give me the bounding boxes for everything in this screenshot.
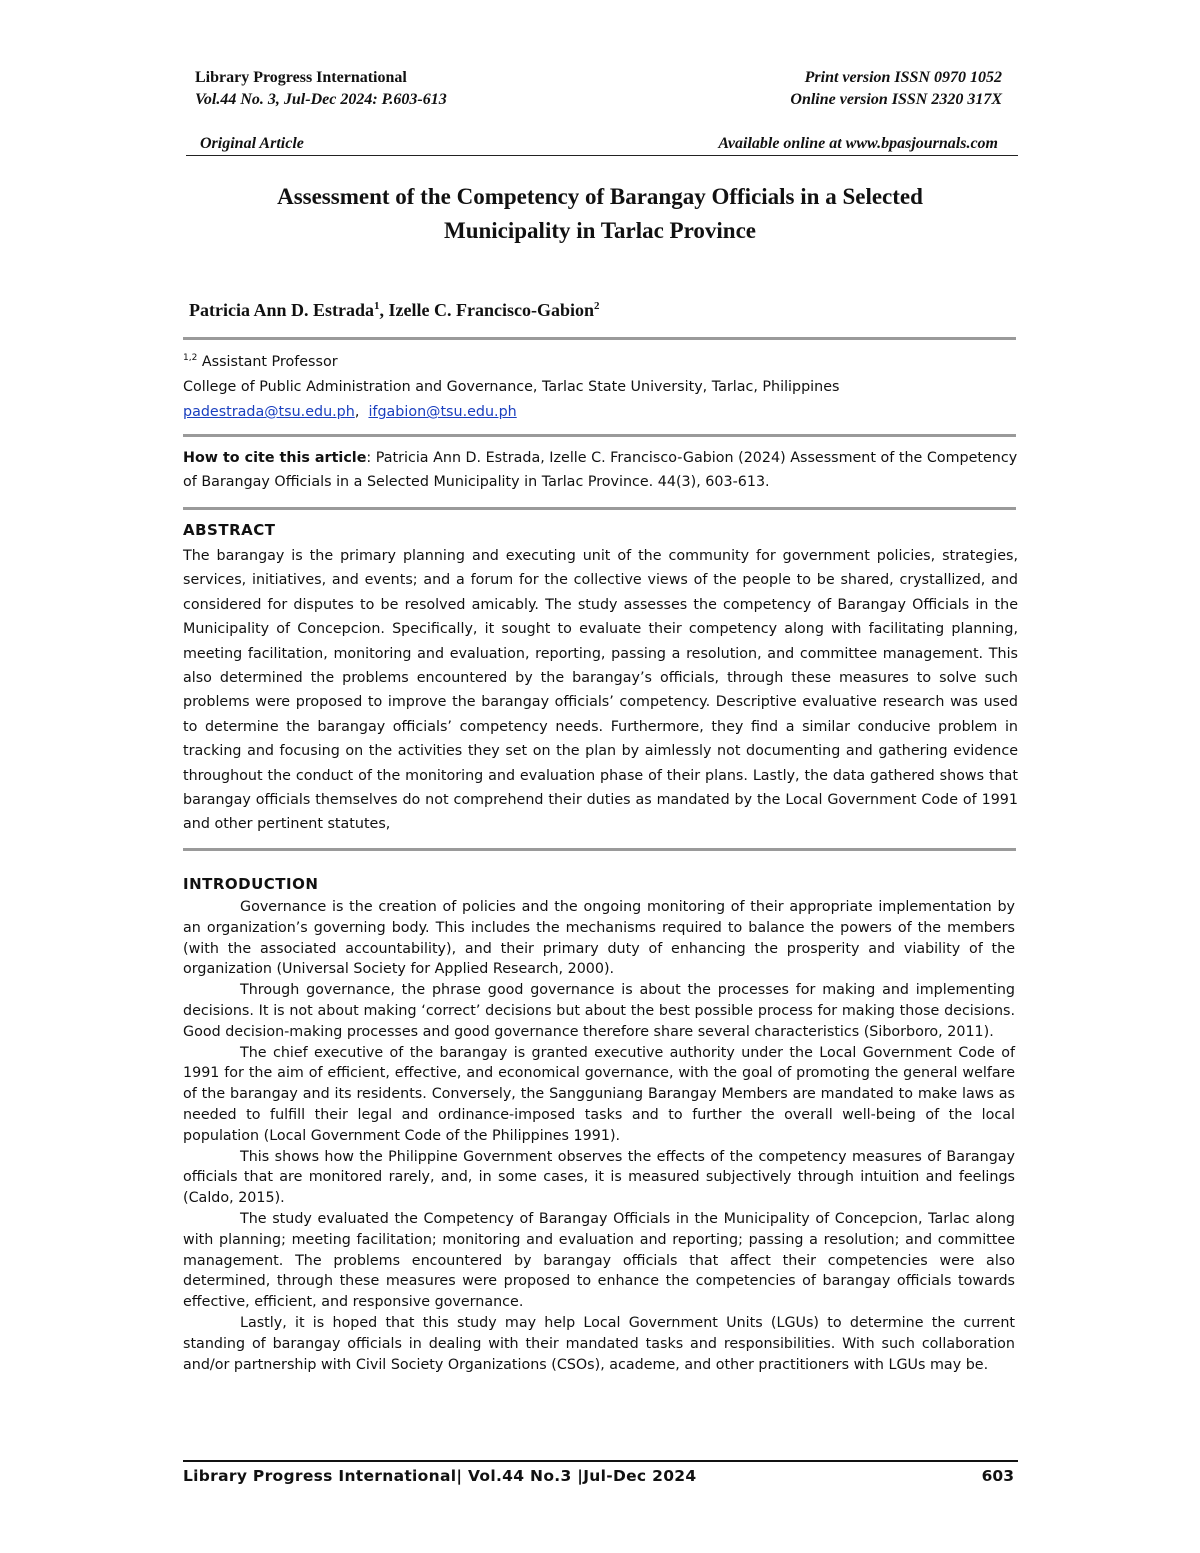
author-2-affiliation-mark: 2 — [594, 300, 600, 312]
email-link-2[interactable]: ifgabion@tsu.edu.ph — [368, 404, 517, 420]
affiliation-role-line — [183, 350, 1043, 375]
citation-label: How to cite this article — [183, 450, 367, 466]
email-separator: , — [354, 404, 360, 420]
email-line — [183, 400, 1043, 425]
header-rule — [186, 155, 1018, 156]
email-link-1[interactable]: padestrada@tsu.edu.ph — [183, 404, 355, 420]
available-online: Available online at www.bpasjournals.com — [718, 135, 998, 152]
article-title — [150, 180, 1050, 248]
abstract-text: The barangay is the primary planning and executing unit of the community for government policies, strategies, services, initiatives, and events; and a forum for the collective views of the people to be shared, crystallized, and considered for disputes to be resolved amicably. The study assesses the competency of Barangay Officials in the Municipality of Concepcion. Specifically, it sought to evaluate their competency along with facilitating planning, meeting facilitation, monitoring and evaluation, reporting, passing a resolution, and committee management. This also determined the problems encountered by the barangay’s officials, through these measures to solve such problems were proposed to improve the barangay officials’ competency. Descriptive evaluative research was used to determine the barangay officials’ competency needs. Furthermore, they find a similar conducive problem in tracking and focusing on the activities they set on the plan by aimlessly not documenting and gathering evidence throughout the conduct of the monitoring and evaluation phase of their plans. Lastly, the data gathered shows that barangay officials themselves do not comprehend their duties as mandated by the Local Government Code of 1991 and other pertinent statutes, — [183, 548, 1018, 833]
intro-paragraph: Lastly, it is hoped that this study may help Local Government Units (LGUs) to determine the current standing of barangay officials in dealing with their mandated tasks and responsibilities. With such collaboration and/or partnership with Civil Society Organizations (CSOs), academe, and other practitioners with LGUs may be. — [183, 1314, 1015, 1373]
author-list — [189, 297, 600, 323]
introduction-heading: INTRODUCTION — [183, 875, 319, 893]
intro-paragraph: The study evaluated the Competency of Barangay Officials in the Municipality of Concepcion, Tarlac along with planning; meeting facilitation; monitoring and evaluation and reporting; passing a resolution; and committee management. The problems encountered by barangay officials that affect their competencies were also determined, through these measures were proposed to enhance the competencies of barangay officials towards effective, efficient, and responsive governance. — [183, 1210, 1015, 1311]
title-line-1: Assessment of the Competency of Barangay Officials in a Selected — [277, 184, 923, 209]
online-issn: Online version ISSN 2320 317X — [790, 91, 1002, 108]
citation-divider — [183, 507, 1016, 510]
introduction-body — [183, 897, 1015, 1375]
affiliation-block — [183, 350, 1043, 425]
intro-paragraph: Through governance, the phrase good governance is about the processes for making and implementing decisions. It is not about making ‘correct’ decisions but about the best possible process for making those decisions. Good decision-making processes and good governance therefore share several characteristics (Siborboro, 2011). — [183, 982, 1015, 1040]
author-2: Izelle C. Francisco-Gabion — [388, 300, 594, 320]
author-separator: , — [379, 300, 389, 320]
affiliation-divider — [183, 434, 1016, 437]
article-type: Original Article — [200, 135, 304, 152]
citation-block — [183, 446, 1018, 494]
affiliation-institution: College of Public Administration and Governance, Tarlac State University, Tarlac, Philippines — [183, 379, 840, 395]
title-line-2: Municipality in Tarlac Province — [443, 218, 756, 243]
intro-paragraph: Governance is the creation of policies and the ongoing monitoring of their appropriate implementation by an organization’s governing body. This includes the mechanisms required to balance the powers of the members (with the associated accountability), and their primary duty of enhancing the prosperity and viability of the organization (Universal Society for Applied Research, 2000). — [183, 899, 1015, 978]
print-issn: Print version ISSN 0970 1052 — [804, 69, 1002, 86]
author-1: Patricia Ann D. Estrada — [189, 300, 375, 320]
citation-text: : Patricia Ann D. Estrada, Izelle C. Francisco-Gabion (2024) Assessment of the Competency of Barangay Officials in a Selected Municipality in Tarlac Province. 44(3), 603-613. — [183, 450, 1018, 490]
intro-paragraph: This shows how the Philippine Government observes the effects of the competency measures of Barangay officials that are monitored rarely, and, in some cases, it is measured subjectively through intuition and feelings (Caldo, 2015). — [183, 1148, 1015, 1207]
volume-info: Vol.44 No. 3, Jul-Dec 2024: P.603-613 — [195, 91, 447, 108]
footer-journal: Library Progress International| Vol.44 No.3 |Jul-Dec 2024 — [183, 1467, 697, 1485]
page-number: 603 — [981, 1467, 1014, 1485]
journal-name: Library Progress International — [195, 69, 407, 86]
footer-rule — [183, 1460, 1018, 1462]
intro-paragraph: The chief executive of the barangay is granted executive authority under the Local Government Code of 1991 for the aim of efficient, effective, and economical governance, with the goal of promoting the general welfare of the barangay and its residents. Conversely, the Sangguniang Barangay Members are mandated to make laws as needed to fulfill their legal and ordinance-imposed tasks and to further the overall well-being of the local population (Local Government Code of the Philippines 1991). — [183, 1044, 1015, 1144]
abstract-divider — [183, 848, 1016, 851]
abstract-heading: ABSTRACT — [183, 521, 276, 539]
affiliation-mark: 1,2 — [183, 353, 198, 363]
author-1-affiliation-mark: 1 — [374, 300, 380, 312]
affiliation-role: Assistant Professor — [201, 354, 338, 370]
authors-divider — [183, 337, 1016, 340]
